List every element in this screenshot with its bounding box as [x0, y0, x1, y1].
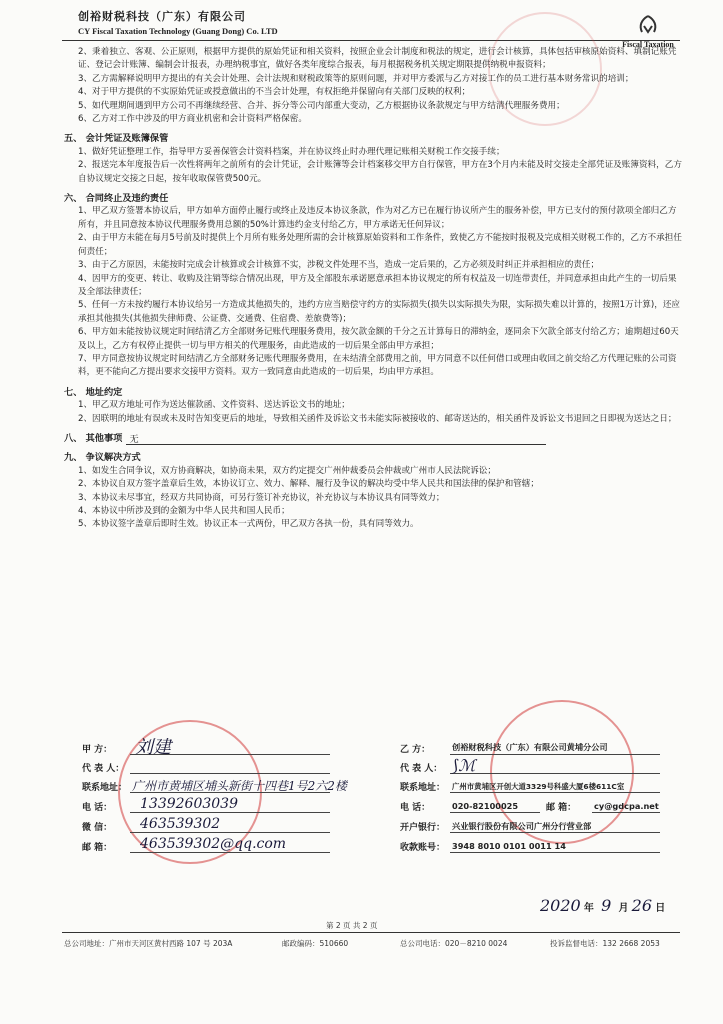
dispute-item: 3、本协议未尽事宜，经双方共同协商，可另行签订补充协议，补充协议与本协议具有同等效力； — [78, 492, 445, 503]
date-day: 26 — [631, 896, 653, 915]
intro-item: 2、秉着独立、客观、公正原则，根据甲方提供的原始凭证和相关资料，按照企业会计制度和税法的规定，进行会计核算，具体包括审核原始资料、填制记账凭证、登记会计账簿、编制会计报表，办理纳税事宜，做好各类年度综合报表，每月根据税务机关规定期限提供纳税申报资料； — [78, 47, 677, 71]
other-matters-value: 无 — [129, 434, 139, 446]
section-item: 2、由于甲方未能在每月5号前及时提供上个月所有账务处理所需的会计核算原始资料和工作条件，致使乙方不能按时报税及完成相关财税工作的，乙方不承担任何责任； — [78, 233, 682, 257]
party-b-signature: ⟆ℳ — [452, 756, 476, 775]
party-b-account: 3948 8010 0101 0011 14 — [452, 841, 566, 851]
intro-item: 3、乙方需解释说明甲方提出的有关会计处理、会计法规和财税政策等的原则问题，并对甲方委派与乙方对接工作的员工进行基本财务常识的培训； — [78, 73, 634, 84]
section-list — [64, 132, 684, 426]
party-b-email-line — [592, 812, 660, 813]
section-item: 2、报送完本年度报告后一次性将两年之前所有的会计凭证，会计账簿等会计档案移交甲方自行保管，甲方在3个月内未能及时交接走全部凭证及账簿资料，乙方自协议规定交接之日起，按年收取保管费500元。 — [78, 160, 682, 184]
date-year-unit: 年 — [583, 903, 594, 914]
dispute-title: 九、 争议解决方式 — [64, 452, 141, 464]
party-a-email-label: 邮 箱： — [82, 843, 113, 853]
company-logo — [613, 14, 683, 49]
dispute-item: 5、本协议签字盖章后即时生效。协议正本一式两份，甲乙双方各执一份，具有同等效力。 — [78, 519, 419, 530]
section-item: 1、甲乙双方签署本协议后，甲方如单方面停止履行或终止及违反本协议条款，作为对乙方已在履行协议所产生的服务补偿，甲方已支付的预付款项全部归乙方所有，并且同意按本协议代理服务费用总额的50%计算违约金支付给乙方，甲方承诺无任何异议； — [78, 206, 677, 230]
party-b-phone: 020-82100025 — [452, 801, 519, 811]
intro-item: 6、乙方对工作中涉及的甲方商业机密和会计资料严格保密。 — [78, 114, 307, 125]
logo-text: Fiscal Taxation — [622, 40, 674, 49]
date-day-unit: 日 — [655, 903, 666, 914]
contract-body — [64, 46, 684, 532]
date-month-unit: 月 — [618, 903, 629, 914]
party-b-rep-label: 代 表 人： — [400, 764, 443, 774]
section-item: 4、因甲方的变更、转让、收购及注销等综合情况出现，甲方及全部股东承诺愿意承担本协议规定的所有权益及一切连带责任，并同意承担由此产生的一切后果及全部法律责任； — [78, 273, 677, 297]
party-a-phone-line — [130, 812, 330, 813]
footer-rule — [62, 932, 680, 933]
intro-item: 5、如代理期间遇到甲方公司不再继续经营、合并、拆分等公司内部重大变动，乙方根据协议条款规定与甲方结清代理服务费用； — [78, 100, 565, 111]
party-b-phone-label: 电 话： — [400, 803, 431, 813]
date-month: 9 — [601, 896, 612, 915]
party-a-rep-label: 代 表 人： — [82, 764, 125, 774]
party-b-email: cy@gdcpa.net — [594, 801, 659, 811]
other-matters-line — [126, 433, 546, 445]
party-b-address-line — [450, 792, 660, 793]
dispute-item: 4、本协议中所涉及到的金额为中华人民共和国人民币； — [78, 506, 290, 516]
party-b-bank: 兴业银行股份有限公司广州分行营业部 — [452, 821, 592, 831]
section-item: 3、由于乙方原因，未能按时完成会计核算或会计核算不实，涉税文件处理不当，造成一定后果的，乙方必须及时纠正并承担相应的责任； — [78, 260, 600, 271]
party-a-label: 甲 方： — [82, 745, 113, 755]
party-b-name-line — [450, 754, 660, 755]
party-b-email-label: 邮 箱： — [546, 803, 577, 813]
company-name-en: CY Fiscal Taxation Technology (Guang Dong) Co. LTD — [78, 26, 278, 36]
other-matters-title: 八、 其他事项 — [64, 432, 123, 444]
dispute-section — [64, 451, 684, 531]
party-a-phone-label: 电 话： — [82, 803, 113, 813]
footer-postcode: 邮政编码：510660 — [282, 939, 349, 948]
section-title: 五、 会计凭证及账簿保管 — [64, 133, 169, 145]
section-item: 7、甲方同意按协议规定时间结清乙方全部财务记账代理服务费用，在未结清全部费用之前，甲方同意不以任何借口或理由收回之前交给乙方代理记账的公司资料，更不能向乙方提出要求交接甲方资料。双方一致同意由此造成的一切后果，均由甲方承担。 — [78, 353, 677, 378]
party-a-wechat-line — [130, 832, 330, 833]
party-a-phone: 13392603039 — [140, 796, 238, 812]
intro-item: 4、对于甲方提供的不实原始凭证或授意做出的不当会计处理，有权拒绝并保留向有关部门反映的权利； — [78, 87, 471, 98]
dispute-item: 1、如发生合同争议，双方协商解决，如协商未果，双方约定提交广州仲裁委员会仲裁或广州市人民法院诉讼； — [78, 465, 496, 476]
party-b-account-label: 收款账号： — [400, 843, 446, 853]
section-title: 七、 地址约定 — [64, 386, 123, 398]
party-a-wechat-label: 微 信： — [82, 823, 113, 833]
section-item: 1、做好凭证整理工作，指导甲方妥善保管会计资料档案，并在协议终止时办理代理记账相关财税工作交接手续； — [78, 146, 505, 157]
party-b-label: 乙 方： — [400, 745, 431, 755]
party-a-email: 463539302@qq.com — [140, 836, 287, 852]
party-a-address: 广州市黄埔区埔头新街十四巷1号2六2楼 — [132, 779, 347, 793]
company-name-cn: 创裕财税科技（广东）有限公司 — [78, 10, 246, 23]
other-matters — [64, 432, 684, 445]
party-a-wechat: 463539302 — [140, 816, 221, 832]
party-b-name: 创裕财税科技（广东）有限公司黄埔分公司 — [452, 742, 608, 752]
intro-list — [64, 46, 684, 126]
party-a-rep-line — [130, 773, 330, 774]
section-item: 2、因联明的地址有误或未及时告知变更后的地址，导致相关函件及诉讼文书未能实际被接收的、邮寄送达的，相关函件及诉讼文书退回之日即视为送达之日； — [78, 413, 677, 424]
footer-phone: 总公司电话：020－8210 0024 — [400, 939, 508, 948]
section-title: 六、 合同终止及违约责任 — [64, 193, 169, 205]
section-item: 6、甲方如未能按协议规定时间结清乙方全部财务记账代理服务费用，按欠款金额的千分之五计算每日的滞纳金，逐同余下欠款全部支付给乙方；逾期超过60天及以上，乙方有权停止提供一切与甲方相关的代理服务，由此造成的一切后果全部由甲方承担； — [78, 327, 679, 351]
party-b-rep-line — [450, 773, 660, 774]
section-item: 1、甲乙双方地址可作为送达催款函、文件资料、送达诉讼文书的地址； — [78, 400, 350, 411]
fiscal-logo-icon — [633, 14, 663, 36]
party-a-name: 刘建 — [135, 737, 171, 758]
party-a-email-line — [130, 852, 330, 853]
party-b-address: 广州市黄埔区开创大道3329号科盛大厦6楼611C室 — [452, 782, 625, 791]
party-b-bank-label: 开户银行： — [400, 823, 446, 833]
section-item: 5、任何一方未按约履行本协议给另一方造成其他损失的，违约方应当赔偿守约方的实际损失(损失以实际损失为限，实际损失难以计算的，按照1万计算)，还应承担其他损失(其他损失律师费、公证费、交通费、住宿费、差旅费等)； — [78, 300, 681, 324]
dispute-item: 2、本协议自双方签字盖章后生效，本协议订立、效力、解释、履行及争议的解决均受中华人民共和国法律的保护和管辖； — [78, 479, 539, 490]
party-b-address-label: 联系地址： — [400, 783, 446, 793]
party-b-phone-line — [450, 812, 540, 813]
party-b-account-line — [450, 852, 660, 853]
signing-date — [540, 896, 665, 915]
footer-address: 总公司地址：广州市天河区黄村西路 107 号 203A — [64, 939, 233, 948]
date-year: 2020 — [540, 896, 581, 915]
party-a-address-label: 联系地址： — [82, 783, 128, 793]
page-number: 第 2 页 共 2 页 — [326, 921, 378, 930]
party-b-bank-line — [450, 832, 660, 833]
footer-complaint: 投诉监督电话：132 2668 2053 — [550, 939, 660, 948]
